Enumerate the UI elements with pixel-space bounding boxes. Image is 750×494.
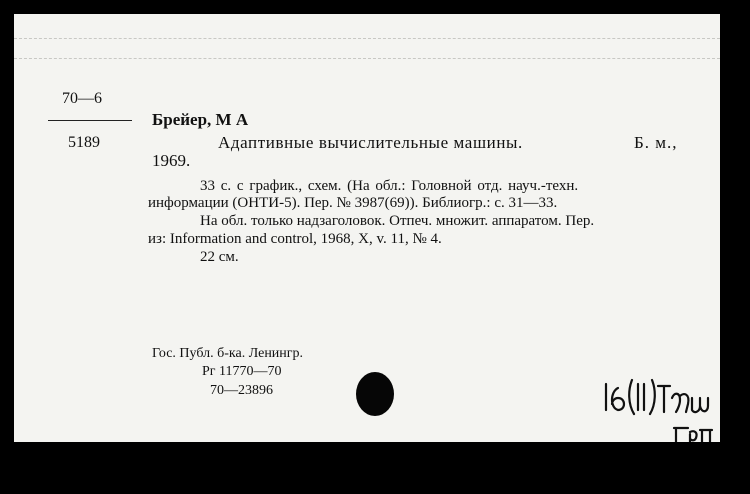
classification-rule <box>48 120 132 121</box>
scan-artifact-line <box>14 38 720 39</box>
classification-code: 70—6 <box>62 90 102 107</box>
publication-place: Б. м., <box>634 133 678 152</box>
catalog-card <box>14 14 720 442</box>
author-heading: Брейер, М А <box>152 110 249 129</box>
scan-artifact-line <box>14 58 720 59</box>
catalog-number: Рг 11770—70 <box>202 364 282 379</box>
description-line: 22 см. <box>200 249 239 265</box>
description-line: На обл. только надзаголовок. Отпеч. множит. аппаратом. Пер. <box>200 213 595 229</box>
handwritten-note-scribble <box>600 370 718 442</box>
accession-number: 70—23896 <box>210 383 273 398</box>
library-name: Гос. Публ. б-ка. Ленингр. <box>152 346 304 361</box>
description-line: из: Information and control, 1968, X, v. 11, № 4. <box>148 231 442 247</box>
book-title: Адаптивные вычислительные машины. <box>218 133 523 152</box>
ink-blot <box>356 372 394 416</box>
shelf-number: 5189 <box>68 134 100 151</box>
handwritten-note <box>600 370 718 442</box>
publication-year: 1969. <box>152 151 191 170</box>
description-line: информации (ОНТИ-5). Пер. № 3987(69)). Библиогр.: с. 31—33. <box>148 195 558 211</box>
description-line: 33 с. с график., схем. (На обл.: Головной отд. науч.-техн. <box>200 178 579 194</box>
